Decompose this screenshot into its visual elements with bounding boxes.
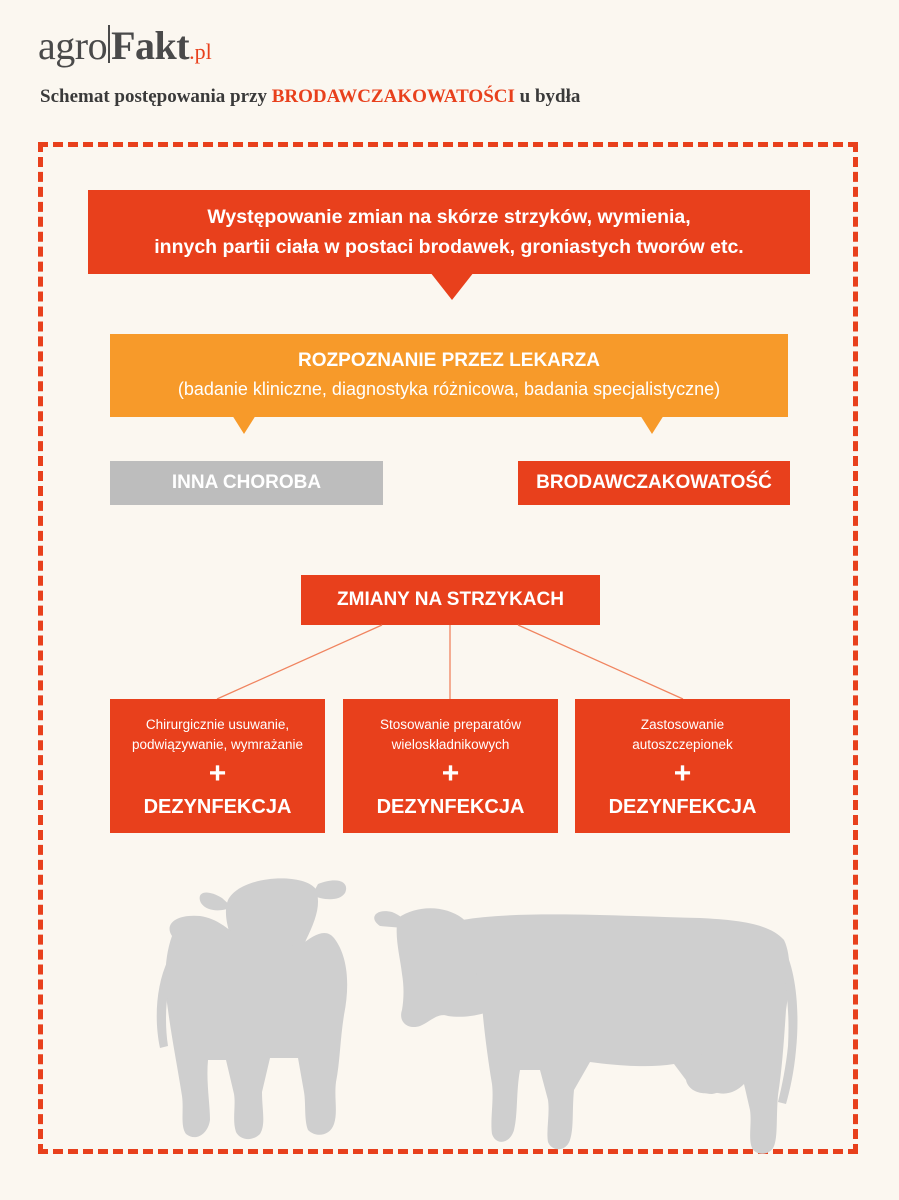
treatment-line-2: podwiązywanie, wymrażanie bbox=[131, 737, 304, 752]
treatment-line-2: wieloskładnikowych bbox=[391, 737, 510, 752]
subtitle-after: u bydła bbox=[514, 86, 581, 107]
papillomatosis-box: BRODAWCZAKOWATOŚĆ bbox=[518, 461, 790, 505]
cow-side-view-icon bbox=[374, 908, 797, 1154]
teat-changes-box: ZMIANY NA STRZYKACH bbox=[301, 575, 600, 625]
plus-icon: + bbox=[441, 757, 460, 790]
diagnosis-title: ROZPOZNANIE PRZEZ LEKARZA bbox=[298, 350, 600, 371]
diagnosis-subtitle: (badanie kliniczne, diagnostyka różnicowa, badania specjalistyczne) bbox=[177, 379, 721, 399]
symptoms-line-2: innych partii ciała w postaci brodawek, groniastych tworów etc. bbox=[154, 236, 744, 258]
other-disease-box: INNA CHOROBA bbox=[110, 461, 383, 505]
subtitle-highlight: BRODAWCZAKOWATOŚCI bbox=[271, 86, 515, 107]
plus-icon: + bbox=[208, 757, 227, 790]
treatment-line-1: Stosowanie preparatów bbox=[379, 717, 522, 732]
logo-pl: .pl bbox=[189, 39, 212, 64]
disinfection-label: DEZYNFEKCJA bbox=[376, 796, 525, 818]
disinfection-label: DEZYNFEKCJA bbox=[143, 796, 292, 818]
logo-fakt: Fakt bbox=[111, 23, 190, 68]
disinfection-label: DEZYNFEKCJA bbox=[608, 796, 757, 818]
cow-front-view-icon bbox=[157, 878, 347, 1139]
treatment-line-1: Chirurgicznie usuwanie, bbox=[145, 717, 290, 732]
plus-icon: + bbox=[673, 757, 692, 790]
treatment-line-1: Zastosowanie bbox=[640, 717, 725, 732]
subtitle-before: Schemat postępowania przy bbox=[40, 86, 272, 107]
symptoms-line-1: Występowanie zmian na skórze strzyków, wymienia, bbox=[207, 206, 691, 228]
logo-agro: agro bbox=[38, 23, 108, 68]
treatment-line-2: autoszczepionek bbox=[632, 737, 733, 752]
